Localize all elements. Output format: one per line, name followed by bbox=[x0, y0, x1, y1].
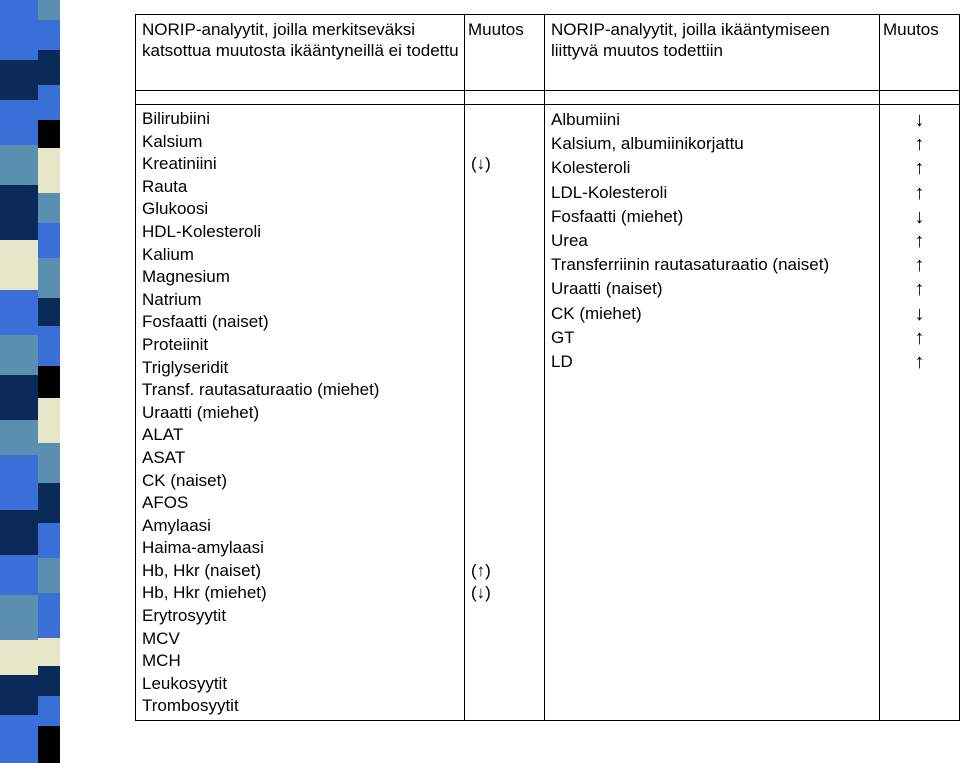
left-analyte-list bbox=[136, 105, 465, 721]
stripe-block bbox=[0, 290, 38, 335]
left-change-value bbox=[471, 695, 544, 718]
left-change-value bbox=[471, 311, 544, 334]
left-analyte-name: Uraatti (miehet) bbox=[142, 402, 260, 422]
stripe-block bbox=[0, 640, 38, 675]
analyte-table bbox=[135, 14, 960, 721]
right-analyte-name: CK (miehet) bbox=[551, 303, 642, 323]
left-analyte-name: AFOS bbox=[142, 493, 189, 513]
left-analyte-name: Hb, Hkr (miehet) bbox=[142, 583, 267, 603]
spacer-row bbox=[136, 91, 960, 105]
left-analyte-name: Haima-amylaasi bbox=[142, 538, 264, 558]
left-change-value bbox=[471, 470, 544, 493]
left-change-value bbox=[471, 131, 544, 154]
right-change-arrow: ↑ bbox=[914, 326, 925, 349]
right-analyte-name: Kalsium, albumiinikorjattu bbox=[551, 134, 744, 154]
left-change-value bbox=[471, 198, 544, 221]
left-change-value: (↓) bbox=[471, 583, 491, 603]
left-analyte-name: HDL-Kolesteroli bbox=[142, 221, 262, 241]
left-change-value bbox=[471, 108, 544, 131]
left-analyte-name: Amylaasi bbox=[142, 515, 211, 535]
right-analyte-name: LDL-Kolesteroli bbox=[551, 182, 668, 202]
header-right-title: NORIP-analyytit, joilla ikääntymiseen liittyvä muutos todettiin bbox=[545, 15, 880, 91]
left-analyte-name: ASAT bbox=[142, 447, 186, 467]
left-analyte-name: Rauta bbox=[142, 176, 188, 196]
left-change-value bbox=[471, 537, 544, 560]
stripe-block bbox=[0, 375, 38, 420]
stripe-block bbox=[0, 145, 38, 185]
right-change-arrow: ↑ bbox=[914, 133, 925, 156]
stripe-block bbox=[0, 335, 38, 375]
left-analyte-name: Kalsium bbox=[142, 131, 203, 151]
left-change-value: (↑) bbox=[471, 560, 491, 580]
left-analyte-name: Bilirubiini bbox=[142, 109, 211, 128]
header-change-1: Muutos bbox=[465, 15, 545, 91]
left-change-value bbox=[471, 628, 544, 651]
left-change-value bbox=[471, 650, 544, 673]
right-analyte-name: Kolesteroli bbox=[551, 158, 631, 178]
right-change-arrow: ↑ bbox=[914, 229, 925, 252]
left-change-value bbox=[471, 605, 544, 628]
left-change-value bbox=[471, 402, 544, 425]
stripe-block bbox=[0, 510, 38, 555]
left-change-value bbox=[471, 266, 544, 289]
left-change-value bbox=[471, 379, 544, 402]
left-analyte-name: CK (naiset) bbox=[142, 470, 228, 490]
right-analyte-name: Fosfaatti (miehet) bbox=[551, 206, 684, 226]
right-analyte-name: GT bbox=[551, 327, 575, 347]
right-analyte-name: Albumiini bbox=[551, 110, 620, 129]
header-change-2: Muutos bbox=[880, 15, 960, 91]
stripe-block bbox=[0, 715, 38, 763]
right-change-arrow: ↑ bbox=[914, 278, 925, 301]
right-change-arrow: ↓ bbox=[914, 109, 925, 131]
stripe-block bbox=[0, 555, 38, 595]
left-analyte-name: Erytrosyytit bbox=[142, 606, 227, 626]
right-change-arrow: ↑ bbox=[914, 254, 925, 277]
left-change-list bbox=[465, 105, 545, 721]
left-analyte-name: MCV bbox=[142, 628, 180, 648]
left-change-value bbox=[471, 357, 544, 380]
left-analyte-name: Glukoosi bbox=[142, 199, 209, 219]
right-change-list bbox=[880, 105, 960, 721]
stripe-block bbox=[0, 455, 38, 510]
right-change-arrow: ↑ bbox=[914, 157, 925, 180]
left-change-value bbox=[471, 492, 544, 515]
left-analyte-name: Transf. rautasaturaatio (miehet) bbox=[142, 380, 380, 400]
header-row bbox=[136, 15, 960, 91]
left-analyte-name: MCH bbox=[142, 651, 181, 671]
right-change-arrow: ↓ bbox=[914, 302, 925, 325]
right-analyte-name: Uraatti (naiset) bbox=[551, 279, 663, 299]
left-change-value bbox=[471, 334, 544, 357]
stripe-block bbox=[0, 60, 38, 100]
header-left-title: NORIP-analyytit, joilla merkitseväksi katsottua muutosta ikääntyneillä ei todettu bbox=[136, 15, 465, 91]
left-analyte-name: Trombosyytit bbox=[142, 696, 239, 716]
body-row bbox=[136, 105, 960, 721]
left-analyte-name: Triglyseridit bbox=[142, 357, 229, 377]
right-analyte-list bbox=[545, 105, 880, 721]
stripe-block bbox=[0, 100, 38, 145]
stripe-block bbox=[0, 595, 38, 640]
left-analyte-name: Fosfaatti (naiset) bbox=[142, 312, 269, 332]
left-change-value bbox=[471, 515, 544, 538]
left-change-value bbox=[471, 673, 544, 696]
left-analyte-name: Leukosyytit bbox=[142, 673, 228, 693]
right-change-arrow: ↑ bbox=[914, 181, 925, 204]
left-change-value bbox=[471, 244, 544, 267]
right-analyte-name: LD bbox=[551, 351, 573, 371]
stripe-block bbox=[0, 240, 38, 290]
stripe-block bbox=[0, 420, 38, 455]
right-analyte-name: Urea bbox=[551, 230, 588, 250]
right-analyte-name: Transferriinin rautasaturaatio (naiset) bbox=[551, 255, 830, 275]
left-analyte-name: Proteiinit bbox=[142, 334, 209, 354]
left-analyte-name: Hb, Hkr (naiset) bbox=[142, 560, 262, 580]
left-analyte-name: ALAT bbox=[142, 425, 184, 445]
right-change-arrow: ↓ bbox=[914, 205, 925, 228]
stripe-block bbox=[0, 0, 38, 60]
left-change-value bbox=[471, 221, 544, 244]
left-analyte-name: Magnesium bbox=[142, 267, 230, 287]
stripe-block bbox=[0, 675, 38, 715]
stripe-block bbox=[0, 185, 38, 240]
left-analyte-name: Kalium bbox=[142, 244, 194, 264]
left-change-value bbox=[471, 289, 544, 312]
right-change-arrow: ↑ bbox=[914, 350, 925, 373]
left-change-value: (↓) bbox=[471, 154, 491, 174]
left-analyte-name: Natrium bbox=[142, 289, 202, 309]
left-change-value bbox=[471, 176, 544, 199]
left-change-value bbox=[471, 447, 544, 470]
left-analyte-name: Kreatiniini bbox=[142, 154, 217, 174]
left-change-value bbox=[471, 424, 544, 447]
decorative-stripe-bar bbox=[0, 0, 98, 763]
